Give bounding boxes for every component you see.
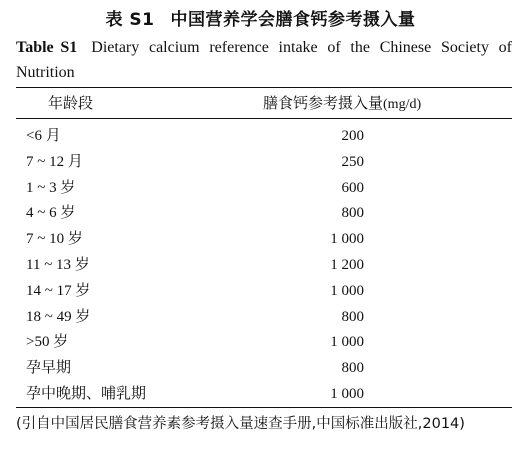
- table-title-en: [16, 35, 512, 85]
- age-cell: 1 ~ 3 岁: [26, 179, 76, 196]
- table-header-rule: [16, 118, 512, 119]
- intake-cell: 600: [341, 179, 364, 196]
- table-row: [16, 124, 512, 150]
- age-cell: 4 ~ 6 岁: [26, 205, 76, 222]
- table-row: [16, 382, 512, 408]
- intake-cell: 800: [341, 308, 364, 325]
- intake-cell: 1 200: [330, 256, 364, 273]
- table-row: [16, 201, 512, 227]
- header-intake-label: 膳食钙参考摄入量: [263, 94, 384, 112]
- intake-cell: 200: [341, 128, 364, 144]
- intake-cell: 800: [341, 360, 364, 377]
- intake-cell: 1 000: [330, 385, 364, 402]
- table-bottom-rule: [16, 407, 512, 408]
- age-cell: 14 ~ 17 岁: [26, 282, 91, 299]
- table-row: [16, 176, 512, 202]
- table-row: [16, 253, 512, 279]
- table-row: [16, 227, 512, 253]
- table-label-cn: 表 S1: [105, 10, 155, 30]
- age-cell: >50 岁: [26, 334, 69, 351]
- table-top-rule: [16, 87, 512, 88]
- table-row: [16, 279, 512, 305]
- age-cell: 18 ~ 49 岁: [26, 308, 91, 325]
- table-body: [16, 124, 512, 408]
- header-age-group: 年龄段: [48, 94, 94, 112]
- intake-cell: 1 000: [330, 282, 364, 299]
- table-row: [16, 305, 512, 331]
- table-caption-en: Dietary calcium reference intake of the Chinese Society of Nutrition: [16, 39, 513, 81]
- header-unit: (mg/d): [383, 97, 422, 112]
- age-cell: <6 月: [26, 128, 61, 144]
- intake-cell: 800: [341, 205, 364, 222]
- table-caption-cn: 中国营养学会膳食钙参考摄入量: [170, 10, 416, 30]
- age-cell: 孕中晚期、哺乳期: [26, 385, 147, 402]
- intake-cell: 1 000: [330, 334, 364, 351]
- table-label-en: Table S1: [16, 39, 78, 56]
- header-calcium-intake: [263, 92, 421, 116]
- table-row: [16, 150, 512, 176]
- age-cell: 7 ~ 10 岁: [26, 231, 83, 248]
- age-cell: 孕早期: [26, 360, 72, 377]
- age-cell: 11 ~ 13 岁: [26, 256, 90, 273]
- age-cell: 7 ~ 12 月: [26, 153, 83, 170]
- table-row: [16, 356, 512, 382]
- table-title-cn: [0, 5, 521, 30]
- table-row: [16, 330, 512, 356]
- intake-cell: 250: [341, 153, 364, 170]
- source-note: (引自中国居民膳食营养素参考摄入量速查手册,中国标准出版社,2014): [16, 416, 465, 432]
- intake-cell: 1 000: [330, 231, 364, 248]
